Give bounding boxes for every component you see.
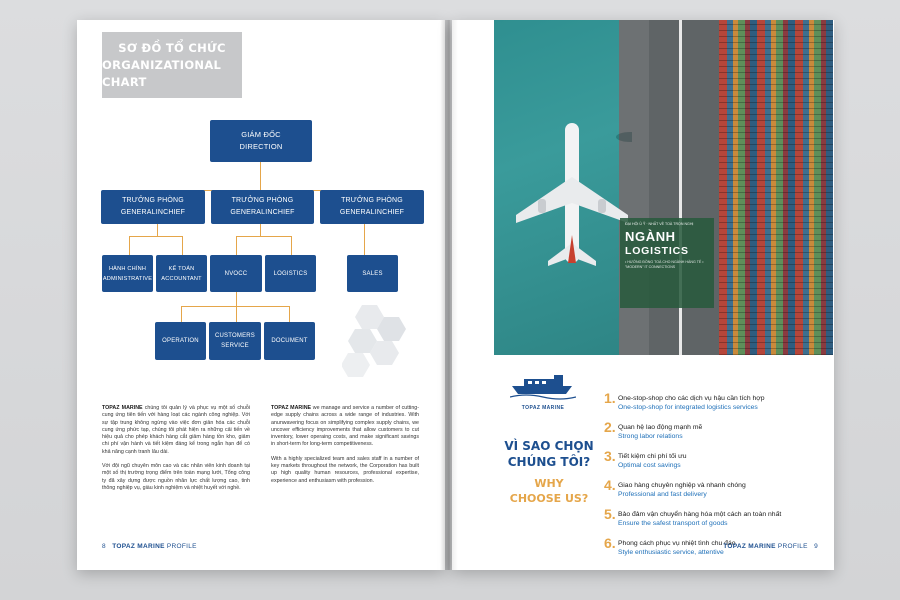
item-text-vi: One-stop-shop cho các dịch vụ hậu cần tích hợp (618, 395, 765, 402)
node-label: GENERALINCHIEF (230, 209, 295, 216)
org-node-accountant (156, 255, 207, 292)
node-label: GIÁM ĐỐC (241, 130, 281, 139)
node-label: NVOCC (224, 270, 248, 277)
body-text-en (271, 405, 419, 492)
node-label: SALES (362, 270, 383, 277)
cover-title-1: NGÀNH (625, 229, 676, 244)
org-node-customers-service (209, 322, 261, 360)
item-text-vi: Quan hệ lao động mạnh mẽ (618, 424, 703, 431)
connector-line (291, 236, 292, 255)
item-text-en: Professional and fast delivery (618, 491, 707, 498)
org-node-chief-3 (320, 190, 424, 224)
connector-line (364, 224, 365, 255)
why-choose-us-heading (504, 438, 594, 506)
paragraph: With a highly specialized team and sales staff in a number of key markets throughout the network, the Corporation has built up high quality human resources, professional expertise, experience and enthusiasm with profession. (271, 455, 419, 484)
item-number: 4. (604, 477, 616, 493)
container-stacks (719, 20, 833, 355)
item-text-vi: Bảo đảm vận chuyển hàng hóa một cách an toàn nhất (618, 511, 782, 518)
left-footer (102, 543, 197, 550)
connector-line (129, 236, 130, 255)
why-vi-line-1: VÌ SAO CHỌN (504, 439, 594, 453)
item-text-en: Style enthusiastic service, attentive (618, 549, 724, 556)
item-text-en: Optimal cost savings (618, 462, 681, 469)
footer-label: PROFILE (777, 543, 808, 550)
connector-line (236, 236, 237, 255)
item-text-vi: Phong cách phục vụ nhiệt tình chu đáo (618, 540, 736, 547)
connector-line (236, 236, 291, 237)
org-node-chief-1 (101, 190, 205, 224)
org-node-document (264, 322, 315, 360)
cover-small-text: ĐẠI HỘI Ủ Ỹ · NHẤT VỀ TOÀ TRỌN NGHỊ (625, 222, 694, 226)
connector-line (129, 236, 182, 237)
footer-brand: TOPAZ MARINE (723, 543, 776, 550)
paragraph: chúng tôi quản lý và phục vụ một số chuỗi cung ứng tiên tiến với hàng loạt các ngành công nghiệp. Với sự tập trung không ngừng vào việc đơn giản hóa các chuỗi cung ứng phức tạp, chúng tôi phát hiện ra những cải tiến về hiệu quả cho phép khách hàng cắt giảm hàng tồn kho, giảm chi phí vận hành và tiết kiệm đáng kể trong ngắn hạn để có khả năng cạnh tranh lâu dài. (102, 405, 250, 455)
topaz-marine-logo (510, 370, 576, 411)
node-label: DOCUMENT (271, 338, 308, 344)
org-node-director (210, 120, 312, 162)
node-label: OPERATION (162, 338, 199, 344)
node-label: TRƯỞNG PHÒNG (122, 197, 184, 204)
org-node-administrative (102, 255, 153, 292)
list-item (604, 479, 829, 508)
item-number: 6. (604, 535, 616, 551)
org-node-operation (155, 322, 206, 360)
footer-label: PROFILE (166, 543, 197, 550)
connector-line (289, 306, 290, 322)
org-node-sales (347, 255, 398, 292)
item-text-en: One-stop-shop for integrated logistics services (618, 404, 758, 411)
cover-title-2: LOGISTICS (625, 245, 689, 257)
node-label: CUSTOMERS (214, 333, 256, 339)
connector-line (236, 306, 237, 322)
item-number: 1. (604, 390, 616, 406)
node-label: ACCOUNTANT (161, 275, 202, 282)
hexagon-pattern-icon (342, 305, 412, 385)
org-node-nvocc (210, 255, 262, 292)
why-en-line-1: WHY (534, 477, 564, 490)
connector-line (181, 306, 182, 322)
node-label: GENERALINCHIEF (339, 209, 405, 216)
node-label: GENERALINCHIEF (120, 209, 186, 216)
chart-title-vi: SƠ ĐỒ TỔ CHỨC (118, 40, 226, 55)
org-node-logistics (265, 255, 316, 292)
cover-photo (494, 20, 833, 355)
why-vi-line-2: CHÚNG TÔI? (507, 455, 591, 469)
node-label: LOGISTICS (273, 270, 308, 277)
list-item (604, 537, 829, 566)
right-footer (723, 543, 818, 550)
node-label: DIRECTION (239, 142, 283, 151)
ship-logo-icon (510, 370, 576, 400)
node-label: SERVICE (221, 343, 249, 349)
book-spine-shadow (440, 20, 458, 570)
logo-text: TOPAZ MARINE (521, 405, 565, 411)
page-number: 8 (102, 543, 106, 550)
list-item (604, 392, 829, 421)
why-en-line-2: CHOOSE US? (509, 492, 589, 505)
node-label: HÀNH CHÍNH (108, 265, 147, 272)
connector-line (181, 306, 289, 307)
connector-line (260, 224, 261, 236)
logistics-book-cover (620, 218, 714, 308)
list-item (604, 508, 829, 537)
list-item (604, 450, 829, 479)
brand-name: TOPAZ MARINE (102, 405, 143, 411)
body-text-vi (102, 405, 250, 499)
item-text-en: Ensure the safest transport of goods (618, 520, 728, 527)
connector-line (260, 162, 261, 190)
paragraph: Với đội ngũ chuyên môn cao và các nhân viên kinh doanh tại một số thị trường trọng điểm trên toàn mạng lưới, Tổng công ty đã xây dựng được nguồn nhân lực chất lượng cao, tinh thông nghiệp vụ, giàu kinh nghiệm và nhiệt huyết với nghề. (102, 463, 250, 491)
node-label: ADMINISTRATIVE (102, 275, 153, 282)
list-item (604, 421, 829, 450)
connector-line (236, 292, 237, 306)
chart-title-block (102, 32, 242, 98)
node-label: TRƯỞNG PHÒNG (231, 197, 294, 204)
item-number: 2. (604, 419, 616, 435)
connector-line (157, 224, 158, 236)
org-node-chief-2 (211, 190, 314, 224)
item-text-en: Strong labor relations (618, 433, 683, 440)
right-page (452, 20, 834, 570)
node-label: TRƯỞNG PHÒNG (341, 197, 403, 204)
footer-brand: TOPAZ MARINE (112, 543, 165, 550)
item-text-vi: Tiết kiệm chi phí tối ưu (618, 453, 687, 460)
item-number: 3. (604, 448, 616, 464)
airplane-icon (512, 115, 632, 275)
brand-name: TOPAZ MARINE (271, 405, 312, 411)
page-number: 9 (814, 543, 818, 550)
reasons-list (604, 392, 829, 566)
item-number: 5. (604, 506, 616, 522)
chart-title-en: ORGANIZATIONAL CHART (102, 57, 222, 89)
node-label: KẾ TOÁN (168, 265, 195, 272)
paragraph: we manage and service a number of cutting-edge supply chains across a wide range of industries. With anunwavering focus on simplifying complex supply chains, we uncover efficiency improvements that allow customers to cut inventory, lower operaing costs, and make significant savings in short-term for long-term competitiveness. (271, 405, 419, 448)
cover-subtitle: • HƯỚNG ĐỒNG TOÀ CHO NGÀNH HÀNG TẾ • "MODERN" IT CONNECTIONS (625, 260, 704, 269)
item-text-vi: Giao hàng chuyên nghiệp và nhanh chóng (618, 482, 746, 489)
left-page (77, 20, 445, 570)
connector-line (182, 236, 183, 255)
